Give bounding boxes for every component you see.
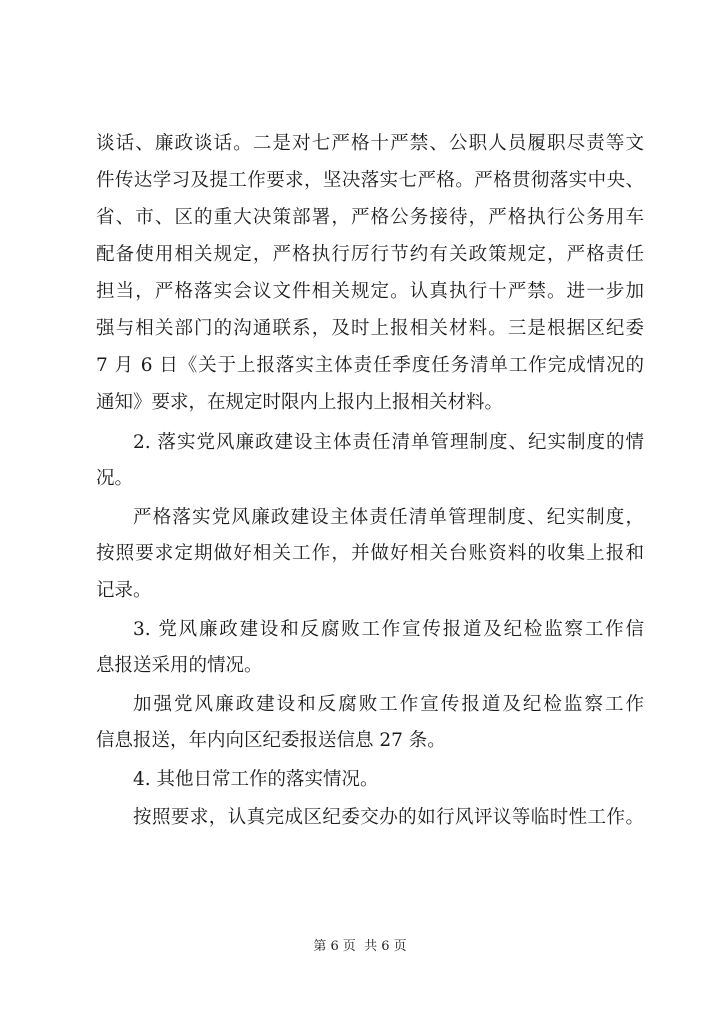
body-line: 强与相关部门的沟通联系，及时上报相关材料。三是根据区纪委	[96, 318, 644, 339]
body-line: 严格落实党风廉政建设主体责任清单管理制度、纪实制度，	[133, 507, 644, 528]
body-line: 件传达学习及提工作要求，坚决落实七严格。严格贯彻落实中央、	[96, 170, 644, 191]
body-line: 谈话、廉政谈话。二是对七严格十严禁、公职人员履职尽责等文	[96, 133, 644, 154]
body-line: 通知》要求，在规定时限内上报内上报相关材料。	[96, 392, 504, 413]
body-line: 担当，严格落实会议文件相关规定。认真执行十严禁。进一步加	[96, 281, 644, 302]
section-heading-2-cont: 况。	[96, 468, 134, 489]
page-number: 第 6 页	[313, 939, 356, 954]
page-total: 共 6 页	[364, 939, 407, 954]
body-line: 7 月 6 日《关于上报落实主体责任季度任务清单工作完成情况的	[96, 355, 644, 376]
section-heading-3-cont: 息报送采用的情况。	[96, 655, 263, 676]
page-footer	[0, 938, 720, 956]
body-line: 按照要求定期做好相关工作，并做好相关台账资料的收集上报和	[96, 543, 644, 564]
section-heading-3: 3. 党风廉政建设和反腐败工作宣传报道及纪检监察工作信	[133, 619, 644, 640]
section-heading-4: 4. 其他日常工作的落实情况。	[133, 769, 379, 790]
section-heading-2: 2. 落实党风廉政建设主体责任清单管理制度、纪实制度的情	[133, 432, 644, 453]
body-line: 按照要求，认真完成区纪委交办的如行风评议等临时性工作。	[133, 807, 644, 828]
body-line: 加强党风廉政建设和反腐败工作宣传报道及纪检监察工作	[133, 694, 644, 715]
body-line: 记录。	[96, 580, 152, 601]
body-line: 配备使用相关规定，严格执行厉行节约有关政策规定，严格责任	[96, 244, 644, 265]
body-line: 省、市、区的重大决策部署，严格公务接待，严格执行公务用车	[96, 207, 644, 228]
body-line: 信息报送，年内向区纪委报送信息 27 条。	[96, 730, 446, 751]
